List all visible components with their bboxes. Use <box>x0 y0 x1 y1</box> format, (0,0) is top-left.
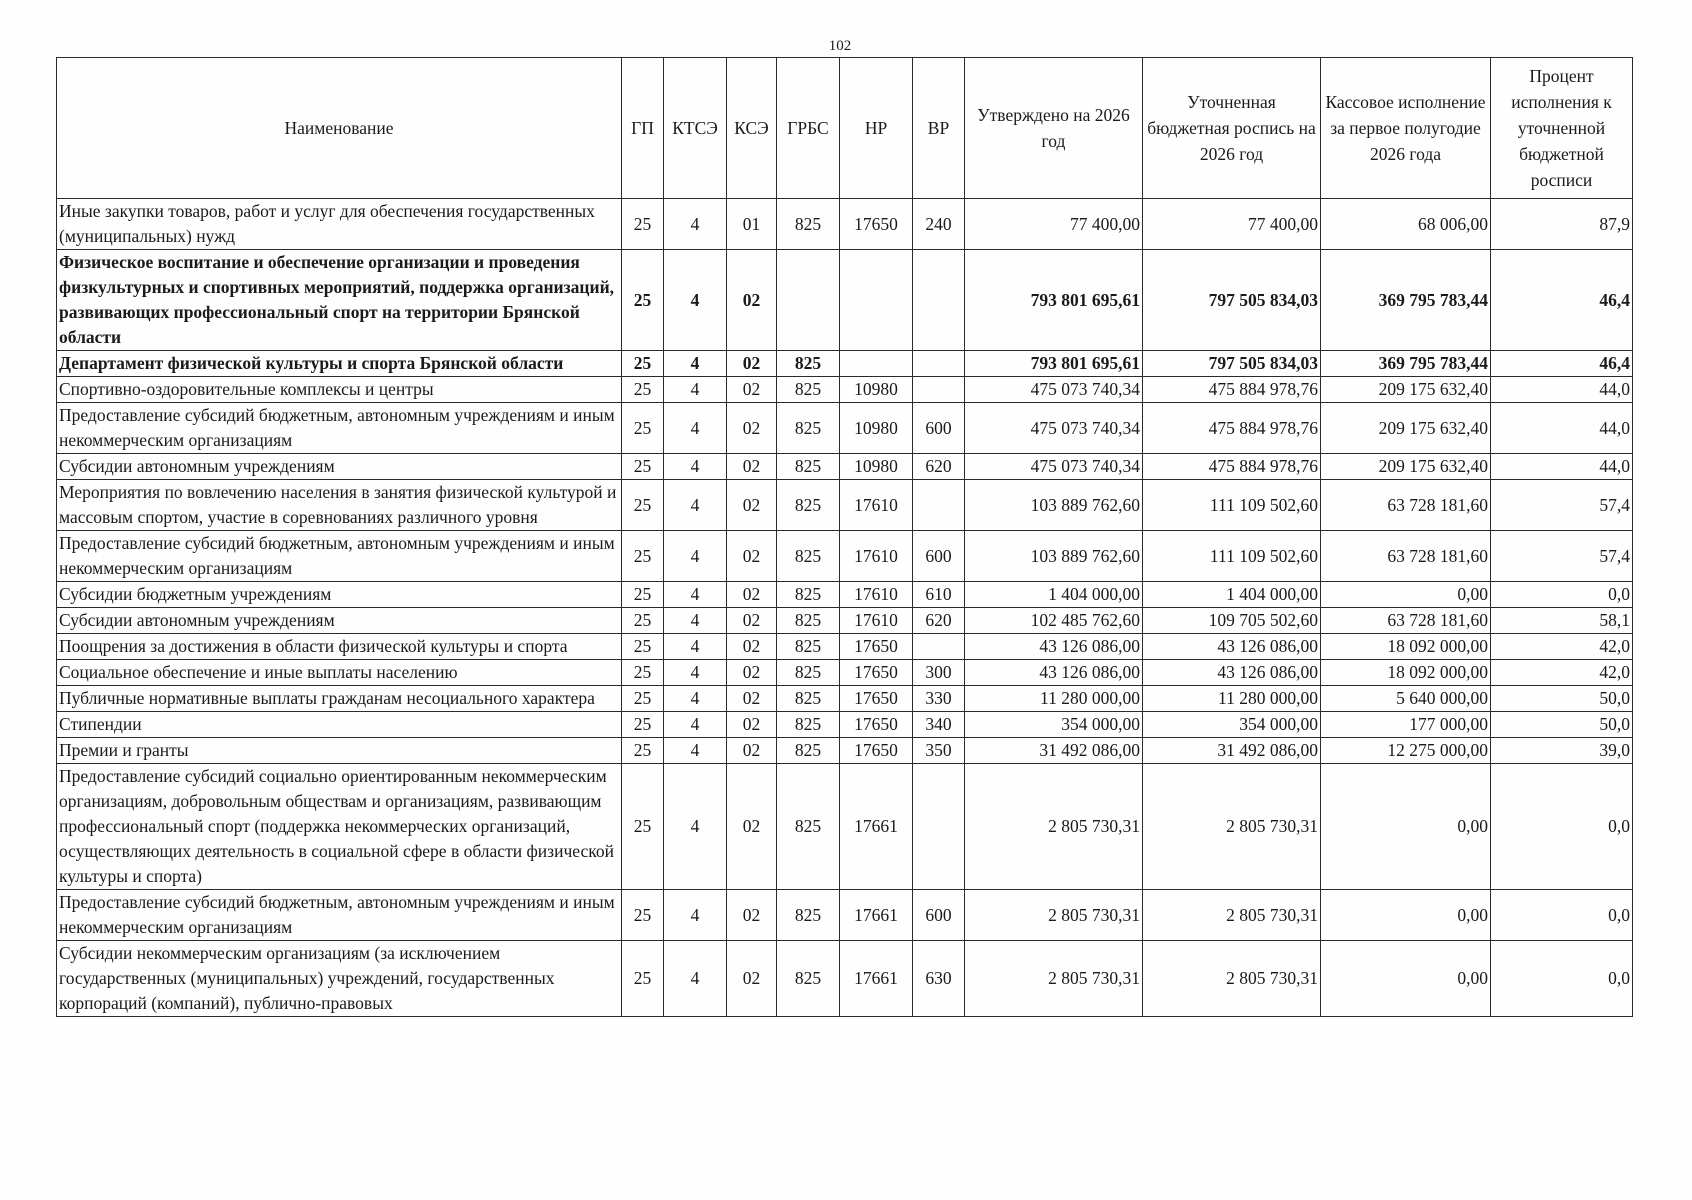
cell-ktse: 4 <box>664 660 727 686</box>
cell-refined: 77 400,00 <box>1143 199 1321 250</box>
cell-gp: 25 <box>622 764 664 890</box>
cell-approved: 2 805 730,31 <box>965 890 1143 941</box>
cell-name: Субсидии некоммерческим организациям (за исключением государственных (муниципальных) учреждений, государственных корпораций (компаний), публично-правовых <box>57 941 622 1017</box>
table-row <box>57 480 1633 531</box>
cell-name: Стипендии <box>57 712 622 738</box>
cell-name: Социальное обеспечение и иные выплаты населению <box>57 660 622 686</box>
cell-percent: 0,0 <box>1491 582 1633 608</box>
cell-gp: 25 <box>622 377 664 403</box>
cell-percent: 42,0 <box>1491 634 1633 660</box>
cell-approved: 2 805 730,31 <box>965 764 1143 890</box>
cell-name: Премии и гранты <box>57 738 622 764</box>
cell-gp: 25 <box>622 199 664 250</box>
cell-kse: 02 <box>727 712 777 738</box>
cell-np: 17661 <box>840 941 913 1017</box>
cell-ktse: 4 <box>664 712 727 738</box>
cell-grbs <box>777 250 840 351</box>
cell-gp: 25 <box>622 608 664 634</box>
cell-refined: 43 126 086,00 <box>1143 660 1321 686</box>
table-row <box>57 712 1633 738</box>
cell-np: 10980 <box>840 377 913 403</box>
table-body <box>57 199 1633 1017</box>
cell-refined: 354 000,00 <box>1143 712 1321 738</box>
cell-kse: 02 <box>727 351 777 377</box>
cell-ktse: 4 <box>664 377 727 403</box>
cell-vr <box>913 351 965 377</box>
cell-gp: 25 <box>622 712 664 738</box>
cell-ktse: 4 <box>664 250 727 351</box>
cell-cash: 63 728 181,60 <box>1321 608 1491 634</box>
table-row <box>57 403 1633 454</box>
cell-vr: 610 <box>913 582 965 608</box>
cell-gp: 25 <box>622 686 664 712</box>
page-number: 102 <box>828 38 852 54</box>
cell-vr <box>913 250 965 351</box>
cell-kse: 02 <box>727 582 777 608</box>
cell-cash: 18 092 000,00 <box>1321 660 1491 686</box>
header-cash: Кассовое исполнение за первое полугодие 2026 года <box>1321 58 1491 199</box>
cell-kse: 02 <box>727 403 777 454</box>
cell-grbs: 825 <box>777 634 840 660</box>
cell-name: Спортивно-оздоровительные комплексы и центры <box>57 377 622 403</box>
cell-ktse: 4 <box>664 608 727 634</box>
cell-grbs: 825 <box>777 582 840 608</box>
cell-percent: 58,1 <box>1491 608 1633 634</box>
cell-approved: 102 485 762,60 <box>965 608 1143 634</box>
cell-vr: 620 <box>913 454 965 480</box>
cell-vr <box>913 480 965 531</box>
cell-name: Иные закупки товаров, работ и услуг для обеспечения государственных (муниципальных) нужд <box>57 199 622 250</box>
cell-approved: 31 492 086,00 <box>965 738 1143 764</box>
cell-refined: 11 280 000,00 <box>1143 686 1321 712</box>
cell-grbs: 825 <box>777 660 840 686</box>
cell-refined: 1 404 000,00 <box>1143 582 1321 608</box>
header-kse: КСЭ <box>727 58 777 199</box>
cell-cash: 63 728 181,60 <box>1321 531 1491 582</box>
cell-grbs: 825 <box>777 403 840 454</box>
cell-np: 17610 <box>840 480 913 531</box>
cell-percent: 46,4 <box>1491 351 1633 377</box>
cell-kse: 02 <box>727 250 777 351</box>
cell-cash: 209 175 632,40 <box>1321 403 1491 454</box>
cell-cash: 18 092 000,00 <box>1321 634 1491 660</box>
cell-percent: 0,0 <box>1491 890 1633 941</box>
cell-percent: 57,4 <box>1491 531 1633 582</box>
cell-kse: 02 <box>727 377 777 403</box>
header-name: Наименование <box>57 58 622 199</box>
cell-np: 10980 <box>840 454 913 480</box>
cell-ktse: 4 <box>664 531 727 582</box>
cell-cash: 0,00 <box>1321 764 1491 890</box>
cell-grbs: 825 <box>777 890 840 941</box>
cell-name: Субсидии автономным учреждениям <box>57 454 622 480</box>
table-row <box>57 738 1633 764</box>
cell-approved: 103 889 762,60 <box>965 480 1143 531</box>
cell-ktse: 4 <box>664 686 727 712</box>
cell-grbs: 825 <box>777 199 840 250</box>
cell-np: 17610 <box>840 608 913 634</box>
cell-kse: 02 <box>727 454 777 480</box>
cell-vr: 340 <box>913 712 965 738</box>
cell-percent: 57,4 <box>1491 480 1633 531</box>
cell-approved: 2 805 730,31 <box>965 941 1143 1017</box>
cell-gp: 25 <box>622 531 664 582</box>
cell-np: 17650 <box>840 712 913 738</box>
table-row <box>57 608 1633 634</box>
cell-grbs: 825 <box>777 764 840 890</box>
cell-kse: 02 <box>727 686 777 712</box>
cell-vr: 600 <box>913 890 965 941</box>
header-approved: Утверждено на 2026 год <box>965 58 1143 199</box>
cell-kse: 02 <box>727 660 777 686</box>
cell-cash: 0,00 <box>1321 582 1491 608</box>
cell-cash: 5 640 000,00 <box>1321 686 1491 712</box>
cell-name: Публичные нормативные выплаты гражданам несоциального характера <box>57 686 622 712</box>
cell-gp: 25 <box>622 582 664 608</box>
cell-percent: 44,0 <box>1491 454 1633 480</box>
cell-name: Физическое воспитание и обеспечение организации и проведения физкультурных и спортивных мероприятий, поддержка организаций, развивающих профессиональный спорт на территории Брянской области <box>57 250 622 351</box>
cell-vr: 240 <box>913 199 965 250</box>
cell-np: 10980 <box>840 403 913 454</box>
cell-ktse: 4 <box>664 351 727 377</box>
header-np: НР <box>840 58 913 199</box>
cell-refined: 2 805 730,31 <box>1143 941 1321 1017</box>
cell-kse: 02 <box>727 890 777 941</box>
cell-gp: 25 <box>622 890 664 941</box>
cell-np: 17610 <box>840 531 913 582</box>
cell-cash: 0,00 <box>1321 890 1491 941</box>
table-row <box>57 531 1633 582</box>
cell-np: 17650 <box>840 660 913 686</box>
cell-vr: 350 <box>913 738 965 764</box>
cell-grbs: 825 <box>777 686 840 712</box>
cell-vr: 620 <box>913 608 965 634</box>
cell-percent: 44,0 <box>1491 377 1633 403</box>
cell-cash: 12 275 000,00 <box>1321 738 1491 764</box>
cell-gp: 25 <box>622 738 664 764</box>
cell-approved: 475 073 740,34 <box>965 403 1143 454</box>
cell-gp: 25 <box>622 250 664 351</box>
header-refined: Уточненная бюджетная роспись на 2026 год <box>1143 58 1321 199</box>
table-row <box>57 377 1633 403</box>
cell-np: 17610 <box>840 582 913 608</box>
cell-refined: 109 705 502,60 <box>1143 608 1321 634</box>
cell-np: 17650 <box>840 686 913 712</box>
cell-cash: 63 728 181,60 <box>1321 480 1491 531</box>
cell-np: 17661 <box>840 890 913 941</box>
cell-refined: 475 884 978,76 <box>1143 377 1321 403</box>
cell-grbs: 825 <box>777 351 840 377</box>
table-row <box>57 454 1633 480</box>
cell-vr: 630 <box>913 941 965 1017</box>
cell-grbs: 825 <box>777 531 840 582</box>
cell-name: Поощрения за достижения в области физической культуры и спорта <box>57 634 622 660</box>
budget-table <box>56 57 1633 1017</box>
cell-ktse: 4 <box>664 454 727 480</box>
table-row <box>57 764 1633 890</box>
cell-percent: 44,0 <box>1491 403 1633 454</box>
cell-grbs: 825 <box>777 377 840 403</box>
cell-name: Субсидии автономным учреждениям <box>57 608 622 634</box>
cell-percent: 39,0 <box>1491 738 1633 764</box>
cell-grbs: 825 <box>777 712 840 738</box>
cell-kse: 01 <box>727 199 777 250</box>
cell-cash: 209 175 632,40 <box>1321 377 1491 403</box>
cell-vr <box>913 377 965 403</box>
cell-percent: 42,0 <box>1491 660 1633 686</box>
cell-gp: 25 <box>622 660 664 686</box>
cell-gp: 25 <box>622 480 664 531</box>
header-ktse: КТСЭ <box>664 58 727 199</box>
cell-percent: 46,4 <box>1491 250 1633 351</box>
cell-percent: 50,0 <box>1491 686 1633 712</box>
table-row <box>57 250 1633 351</box>
cell-cash: 0,00 <box>1321 941 1491 1017</box>
cell-vr <box>913 634 965 660</box>
cell-percent: 50,0 <box>1491 712 1633 738</box>
cell-cash: 68 006,00 <box>1321 199 1491 250</box>
cell-name: Предоставление субсидий бюджетным, автономным учреждениям и иным некоммерческим организациям <box>57 890 622 941</box>
cell-approved: 103 889 762,60 <box>965 531 1143 582</box>
cell-kse: 02 <box>727 738 777 764</box>
cell-name: Предоставление субсидий бюджетным, автономным учреждениям и иным некоммерческим организациям <box>57 531 622 582</box>
header-gp: ГП <box>622 58 664 199</box>
cell-grbs: 825 <box>777 941 840 1017</box>
cell-ktse: 4 <box>664 199 727 250</box>
cell-grbs: 825 <box>777 738 840 764</box>
cell-kse: 02 <box>727 634 777 660</box>
cell-np <box>840 351 913 377</box>
table-row <box>57 351 1633 377</box>
cell-refined: 797 505 834,03 <box>1143 250 1321 351</box>
cell-name: Мероприятия по вовлечению населения в занятия физической культурой и массовым спортом, участие в соревнованиях различного уровня <box>57 480 622 531</box>
table-row <box>57 660 1633 686</box>
cell-approved: 793 801 695,61 <box>965 351 1143 377</box>
cell-vr <box>913 764 965 890</box>
cell-ktse: 4 <box>664 634 727 660</box>
cell-kse: 02 <box>727 764 777 890</box>
cell-cash: 369 795 783,44 <box>1321 351 1491 377</box>
cell-refined: 2 805 730,31 <box>1143 890 1321 941</box>
table-row <box>57 890 1633 941</box>
header-vr: ВР <box>913 58 965 199</box>
table-row <box>57 582 1633 608</box>
cell-approved: 354 000,00 <box>965 712 1143 738</box>
cell-name: Субсидии бюджетным учреждениям <box>57 582 622 608</box>
cell-approved: 11 280 000,00 <box>965 686 1143 712</box>
cell-np <box>840 250 913 351</box>
cell-percent: 0,0 <box>1491 941 1633 1017</box>
cell-name: Департамент физической культуры и спорта Брянской области <box>57 351 622 377</box>
cell-vr: 330 <box>913 686 965 712</box>
cell-refined: 475 884 978,76 <box>1143 403 1321 454</box>
cell-kse: 02 <box>727 480 777 531</box>
cell-approved: 475 073 740,34 <box>965 454 1143 480</box>
table-row <box>57 634 1633 660</box>
cell-name: Предоставление субсидий социально ориентированным некоммерческим организациям, добровольным обществам и организациям, развивающим профессиональный спорт (поддержка некоммерческих организаций, осуществляющих деятельность в социальной сфере в области физической культуры и спорта) <box>57 764 622 890</box>
cell-gp: 25 <box>622 941 664 1017</box>
cell-approved: 77 400,00 <box>965 199 1143 250</box>
cell-refined: 111 109 502,60 <box>1143 480 1321 531</box>
cell-percent: 87,9 <box>1491 199 1633 250</box>
cell-refined: 31 492 086,00 <box>1143 738 1321 764</box>
cell-gp: 25 <box>622 351 664 377</box>
cell-vr: 600 <box>913 403 965 454</box>
cell-np: 17650 <box>840 738 913 764</box>
cell-refined: 43 126 086,00 <box>1143 634 1321 660</box>
cell-ktse: 4 <box>664 582 727 608</box>
cell-kse: 02 <box>727 608 777 634</box>
cell-approved: 43 126 086,00 <box>965 634 1143 660</box>
cell-approved: 1 404 000,00 <box>965 582 1143 608</box>
cell-ktse: 4 <box>664 480 727 531</box>
cell-grbs: 825 <box>777 480 840 531</box>
cell-refined: 797 505 834,03 <box>1143 351 1321 377</box>
table-row <box>57 941 1633 1017</box>
header-grbs: ГРБС <box>777 58 840 199</box>
cell-approved: 475 073 740,34 <box>965 377 1143 403</box>
cell-np: 17661 <box>840 764 913 890</box>
table-row <box>57 686 1633 712</box>
cell-ktse: 4 <box>664 941 727 1017</box>
cell-np: 17650 <box>840 199 913 250</box>
cell-approved: 43 126 086,00 <box>965 660 1143 686</box>
cell-approved: 793 801 695,61 <box>965 250 1143 351</box>
cell-ktse: 4 <box>664 738 727 764</box>
table-row <box>57 199 1633 250</box>
cell-gp: 25 <box>622 403 664 454</box>
cell-cash: 209 175 632,40 <box>1321 454 1491 480</box>
cell-kse: 02 <box>727 941 777 1017</box>
cell-gp: 25 <box>622 634 664 660</box>
cell-gp: 25 <box>622 454 664 480</box>
cell-cash: 177 000,00 <box>1321 712 1491 738</box>
header-row <box>57 58 1633 199</box>
cell-np: 17650 <box>840 634 913 660</box>
cell-grbs: 825 <box>777 454 840 480</box>
header-percent: Процент исполнения к уточненной бюджетной росписи <box>1491 58 1633 199</box>
cell-refined: 2 805 730,31 <box>1143 764 1321 890</box>
cell-ktse: 4 <box>664 403 727 454</box>
cell-percent: 0,0 <box>1491 764 1633 890</box>
cell-ktse: 4 <box>664 890 727 941</box>
cell-name: Предоставление субсидий бюджетным, автономным учреждениям и иным некоммерческим организациям <box>57 403 622 454</box>
cell-grbs: 825 <box>777 608 840 634</box>
cell-cash: 369 795 783,44 <box>1321 250 1491 351</box>
cell-vr: 300 <box>913 660 965 686</box>
cell-vr: 600 <box>913 531 965 582</box>
cell-refined: 475 884 978,76 <box>1143 454 1321 480</box>
cell-refined: 111 109 502,60 <box>1143 531 1321 582</box>
cell-ktse: 4 <box>664 764 727 890</box>
cell-kse: 02 <box>727 531 777 582</box>
